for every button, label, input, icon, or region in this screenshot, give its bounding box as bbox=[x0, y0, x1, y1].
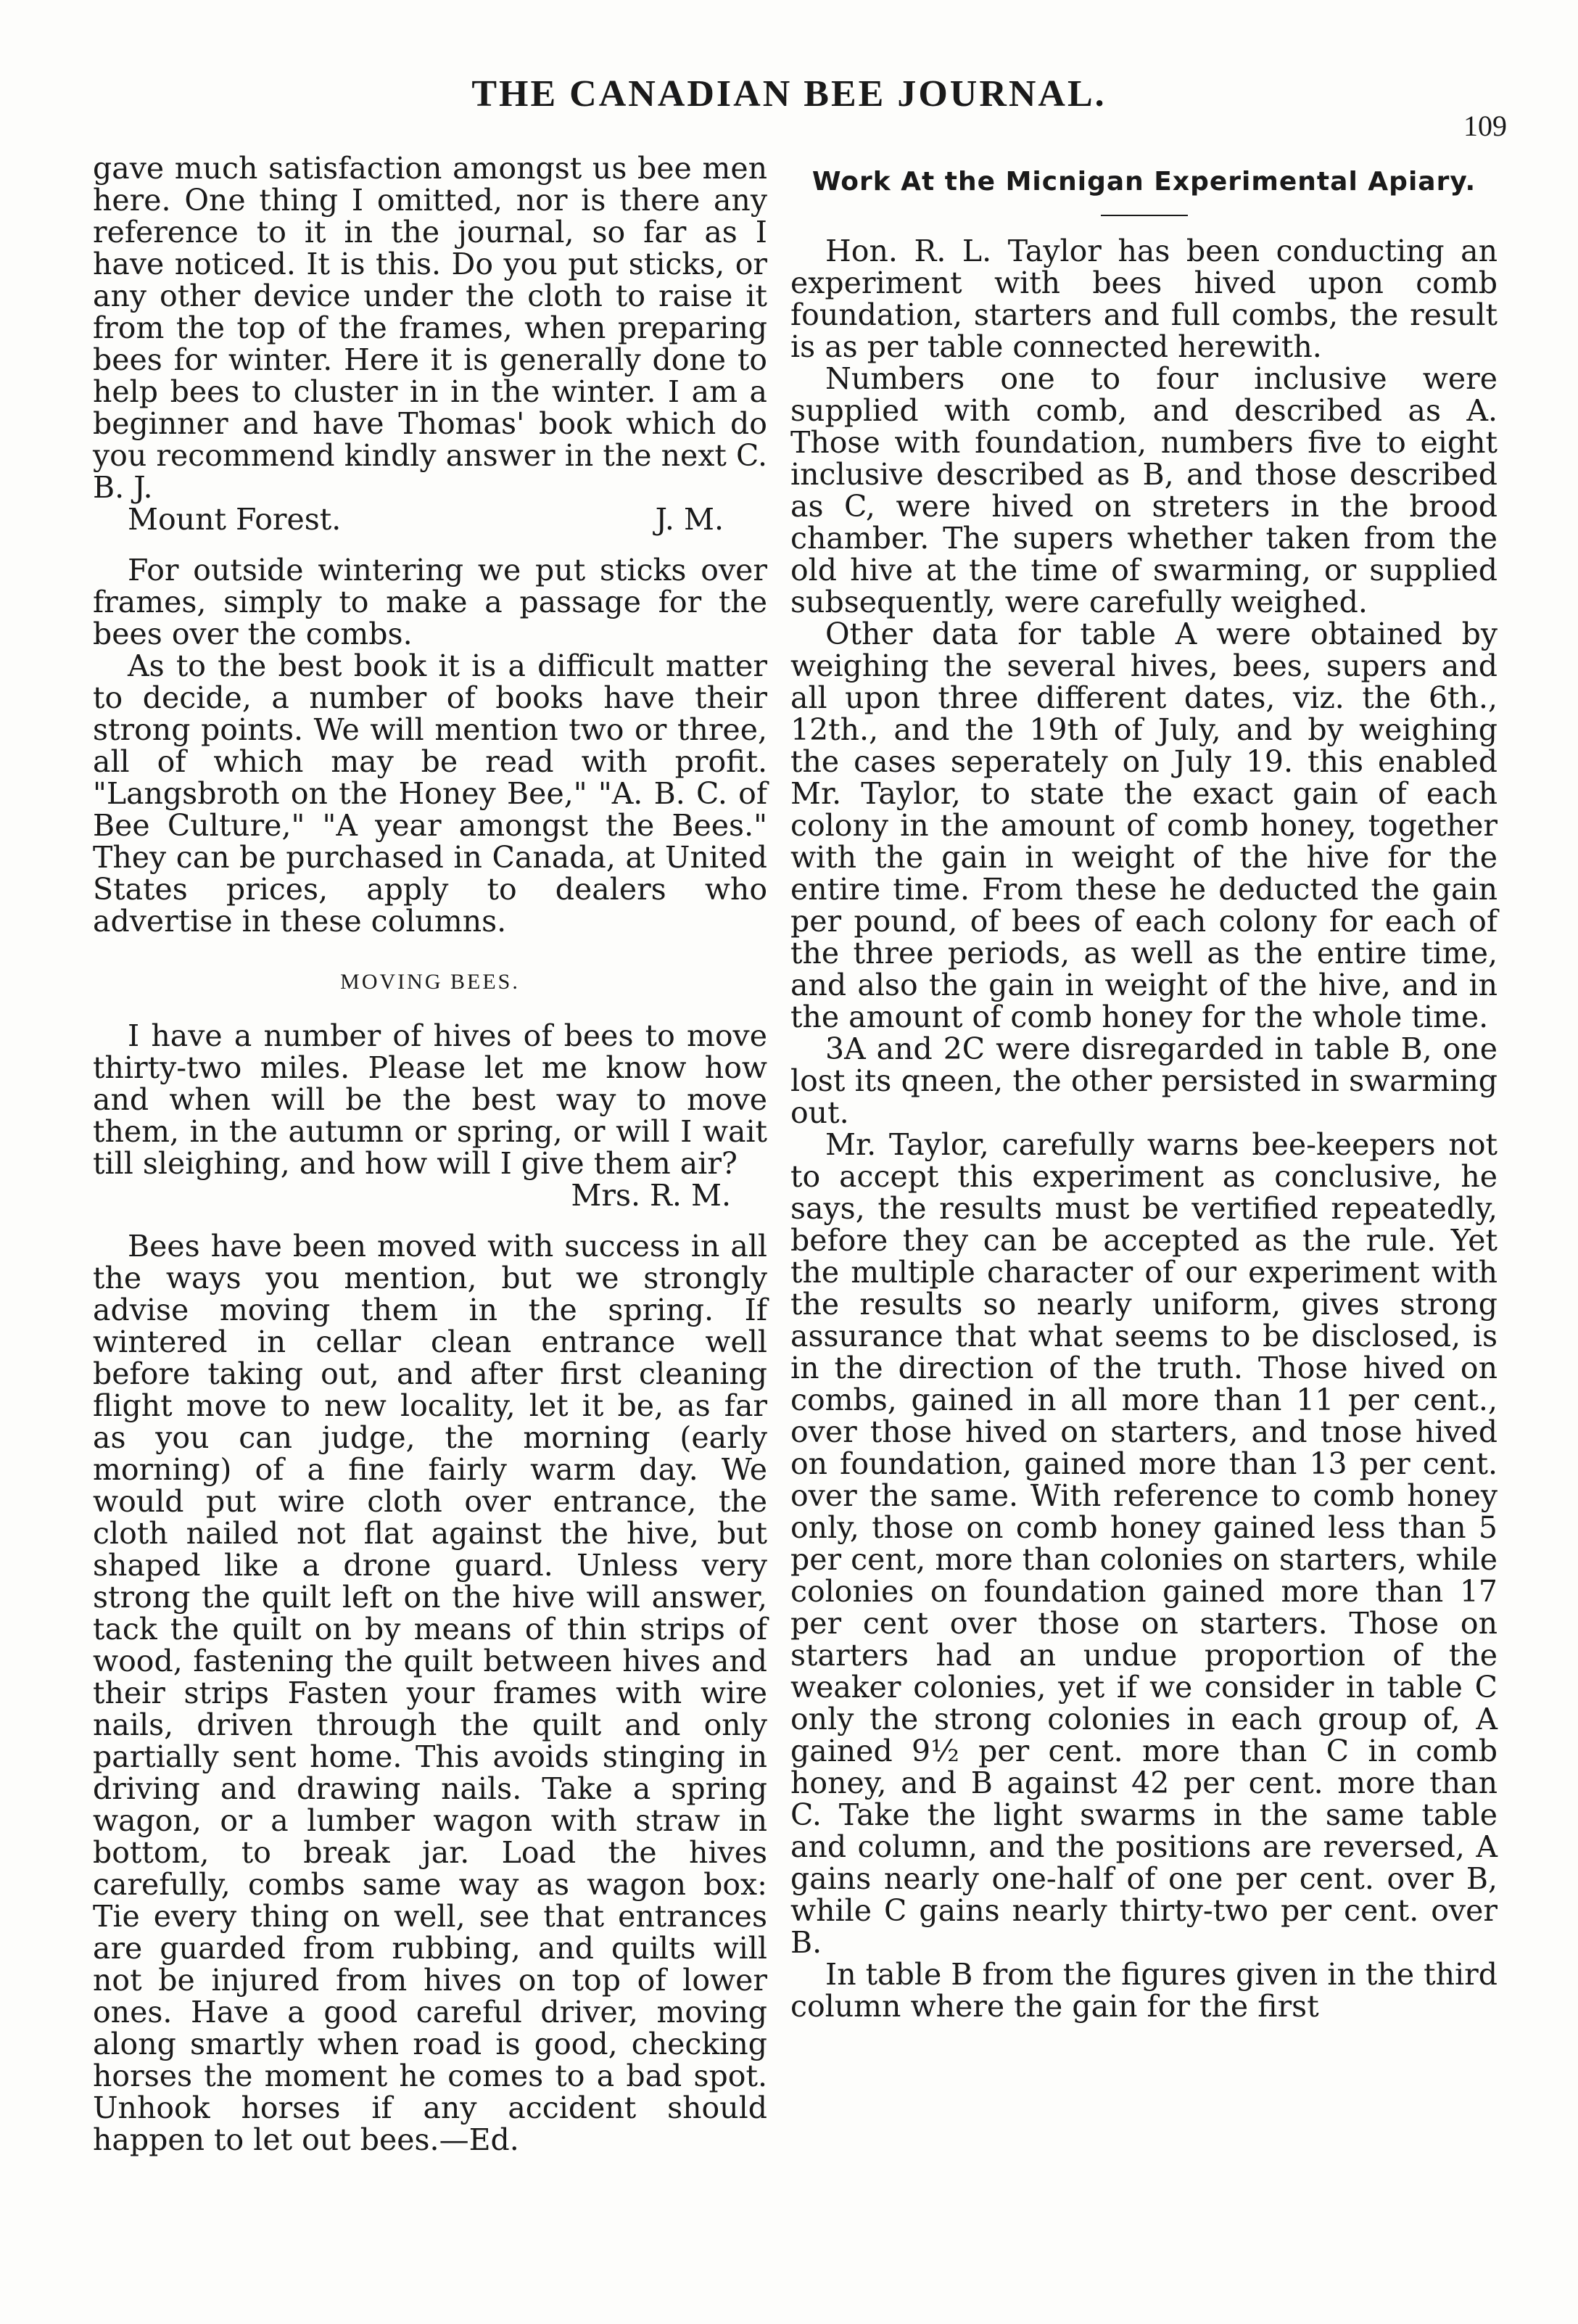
running-head: THE CANADIAN BEE JOURNAL. bbox=[471, 73, 1107, 115]
left-column bbox=[93, 152, 767, 2156]
section-heading: MOVING BEES. bbox=[340, 970, 520, 994]
article-paragraph: In table B from the figures given in the third column where the gain for the first bbox=[790, 1957, 1498, 2024]
letter-paragraph: gave much satisfaction amongst us bee men here. One thing I omitted, nor is there any reference to it in the journal, so far as I have noticed. It is this. Do you put sticks, or any other device under the cloth to raise it from the top of the frames, when preparing bees for winter. Here it is generally done to help bees to cluster in in the winter. I am a beginner and have Thomas' book which do you recommend kindly answer in the next C. B. J. bbox=[93, 151, 767, 505]
article-paragraph: Other data for table A were obtained by weighing the several hives, bees, supers and all upon three different dates, viz. the 6th., 12th., and the 19th of July, and by weighing the cases seperately on July 19. this enabled Mr. Taylor, to state the exact gain of each colony in the amount of comb honey, together with the gain in weight of the hive for the entire time. From these he deducted the gain per pound, of bees of each colony for each of the three periods, as well as the entire time, and also the gain in weight of the hive, and in the amount of comb honey for the whole time. bbox=[790, 617, 1498, 1034]
reply-paragraph: As to the best book it is a difficult matter to decide, a number of books have their strong points. We will mention two or three, all of which may be read with profit. "Langsbroth on the Honey Bee," "A. B. C. of Bee Culture," "A year amongst the Bees." They can be purchased in Canada, at United States prices, apply to dealers who advertise in these columns. bbox=[93, 648, 767, 939]
answer-paragraph: Bees have been moved with success in all the ways you mention, but we strongly advise moving them in the spring. If wintered in cellar clean entrance well before taking out, and after first cleaning flight move to new locality, let it be, as far as you can judge, the morning (early morning) of a fine fairly warm day. We would put wire cloth over entrance, the cloth nailed not flat against the hive, but shaped like a drone guard. Unless very strong the quilt left on the hive will answer, tack the quilt on by means of thin strips of wood, fastening the quilt between hives and their strips Fasten your frames with wire nails, driven through the quilt and only partially sent home. This avoids stinging in driving and drawing nails. Take a spring wagon, or a lumber wagon with straw in bottom, to break jar. Load the hives carefully, combs same way as wagon box: Tie every thing on well, see that entrances are guarded from rubbing, and quilts will not be injured from hives on top of lower ones. Have a good careful driver, moving along smartly when road is good, checking horses the moment he comes to a bad spot. Unhook horses if any accident should happen to let out bees.—Ed. bbox=[93, 1229, 767, 2157]
article-title: Work At the Micnigan Experimental Apiary. bbox=[811, 167, 1476, 197]
reply-paragraph: For outside wintering we put sticks over frames, simply to make a passage for the bees over the combs. bbox=[93, 553, 767, 651]
article-paragraph: Mr. Taylor, carefully warns bee-keepers not to accept this experiment as conclusive, he says, the results must be vertified repeatedly, before they can be accepted as the rule. Yet the multiple character of our experiment with the results so nearly uniform, gives strong assurance that what seems to be disclosed, is in the direction of the truth. Those hived on combs, gained in all more than 11 per cent., over those hived on starters, and tnose hived on foundation, gained more than 13 per cent. over the same. With reference to comb honey only, those on comb honey gained less than 5 per cent, more than colonies on starters, while colonies on foundation gained more than 17 per cent over those on starters. Those on starters had an undue proportion of the weaker colonies, yet if we consider in table C only the strong colonies in each group of, A gained 9½ per cent. more than C in comb honey, and B against 42 per cent. more than C. Take the light swarms in the same table and column, and the positions are reversed, A gains nearly one-half of one per cent. over B, while C gains nearly thirty-two per cent. over B. bbox=[790, 1127, 1498, 1960]
right-column bbox=[790, 152, 1498, 2022]
title-rule bbox=[1101, 215, 1188, 216]
letter-place: Mount Forest. bbox=[128, 502, 342, 537]
article-paragraph: Numbers one to four inclusive were supplied with comb, and described as A. Those with foundation, numbers five to eight inclusive described as B, and those described as C, were hived on streters in the brood chamber. The supers whether taken from the old hive at the time of swarming, or supplied subsequently, were carefully weighed. bbox=[790, 361, 1498, 619]
article-paragraph: Hon. R. L. Taylor has been conducting an experiment with bees hived upon comb foundation, starters and full combs, the result is as per table connected herewith. bbox=[790, 234, 1498, 364]
article-paragraph: 3A and 2C were disregarded in table B, one lost its qneen, the other persisted in swarming out. bbox=[790, 1031, 1498, 1130]
page-number: 109 bbox=[1463, 110, 1507, 142]
question-signature: Mrs. R. M. bbox=[571, 1178, 731, 1213]
question-paragraph: I have a number of hives of bees to move thirty-two miles. Please let me know how and when will be the best way to move them, in the autumn or spring, or will I wait till sleighing, and how will I give them air? bbox=[93, 1018, 767, 1181]
letter-signature: J. M. bbox=[655, 502, 724, 537]
letter-signoff bbox=[93, 503, 767, 535]
